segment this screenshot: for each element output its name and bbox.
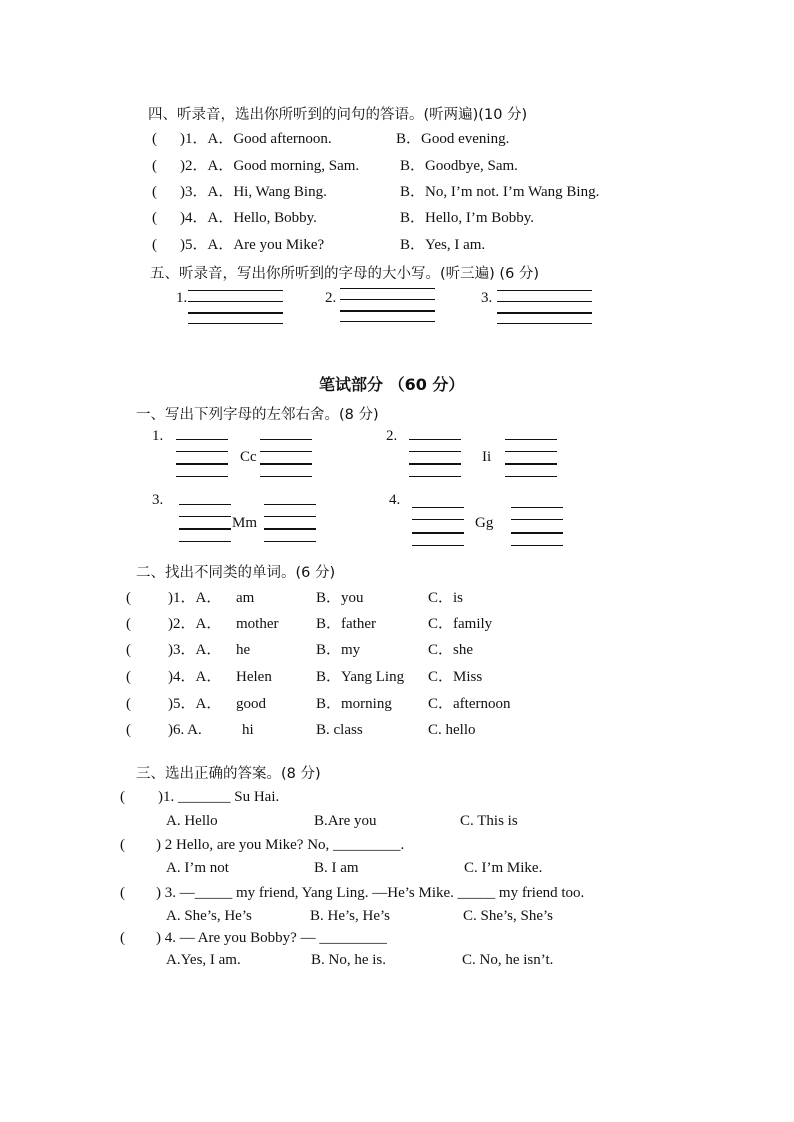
option-c: C. hello <box>428 722 476 738</box>
option-b: B．Hello, I’m Bobby. <box>400 210 535 226</box>
writing-line <box>340 288 435 289</box>
answer-paren[interactable]: ( <box>152 158 157 174</box>
option-b: B．Good evening. <box>396 131 510 147</box>
writing-line <box>264 516 316 517</box>
writing-line <box>260 439 312 440</box>
writing-line <box>511 532 563 534</box>
list-item <box>126 694 546 714</box>
item-number: 1. <box>176 290 188 306</box>
item-number: 1. <box>152 428 164 444</box>
written-section-2-title: 二、找出不同类的单词。(6 分) <box>136 565 336 581</box>
option-c: C. I’m Mike. <box>464 860 543 876</box>
letter-pair: Mm <box>232 515 258 531</box>
answer-paren[interactable]: ( <box>126 722 131 738</box>
writing-line <box>497 323 592 324</box>
item-number: )6. A. <box>168 722 202 738</box>
option-b: B．Goodbye, Sam. <box>400 158 518 174</box>
list-item <box>126 667 546 687</box>
item-number: 2. <box>386 428 398 444</box>
answer-paren[interactable]: ( <box>152 210 157 226</box>
writing-line <box>176 463 228 465</box>
section-4-title: 四、听录音，选出你所听到的问句的答语。(听两遍)(10 分) <box>148 107 528 123</box>
option-c: C．afternoon <box>428 696 511 712</box>
question-text: )1. _______ Su Hai. <box>158 789 280 805</box>
options-row <box>166 950 586 970</box>
option-a: )4．A．Hello, Bobby. <box>180 210 317 226</box>
answer-paren[interactable]: ( <box>120 837 125 853</box>
answer-paren[interactable]: ( <box>152 237 157 253</box>
option-b: B.Are you <box>314 813 377 829</box>
question-row <box>120 928 640 948</box>
list-item <box>152 182 672 202</box>
option-b: B．Yes, I am. <box>400 237 486 253</box>
item-number: 2. <box>325 290 337 306</box>
list-item <box>152 208 672 228</box>
option-c: C．is <box>428 590 464 606</box>
letter-pair: Cc <box>240 449 257 465</box>
option-a: )5．A．Are you Mike? <box>180 237 325 253</box>
writing-line <box>412 519 464 520</box>
written-part-title: 笔试部分 （60 分） <box>319 375 465 394</box>
option-b: B．morning <box>316 696 392 712</box>
writing-line <box>176 439 228 440</box>
question-text: ) 2 Hello, are you Mike? No, _________. <box>156 837 405 853</box>
option-a: Helen <box>236 669 272 685</box>
writing-line <box>505 451 557 452</box>
answer-paren[interactable]: ( <box>120 789 125 805</box>
option-a: mother <box>236 616 279 632</box>
option-c: C．she <box>428 642 474 658</box>
option-a: )1．A．Good afternoon. <box>180 131 332 147</box>
writing-line <box>412 545 464 546</box>
option-b: B. I am <box>314 860 359 876</box>
answer-paren[interactable]: ( <box>126 590 131 606</box>
writing-line <box>340 321 435 322</box>
item-number: )4．A． <box>168 669 222 685</box>
writing-line <box>188 323 283 324</box>
option-b: B. class <box>316 722 363 738</box>
list-item <box>152 156 672 176</box>
writing-line <box>340 299 435 300</box>
writing-line <box>188 312 283 314</box>
answer-paren[interactable]: ( <box>120 930 125 946</box>
writing-line <box>505 463 557 465</box>
answer-paren[interactable]: ( <box>152 131 157 147</box>
writing-line <box>511 507 563 508</box>
writing-line <box>340 310 435 312</box>
option-a: A.Yes, I am. <box>166 952 241 968</box>
writing-line <box>264 528 316 530</box>
question-row <box>120 835 640 855</box>
letter-pair: Gg <box>475 515 494 531</box>
writing-line <box>176 451 228 452</box>
list-item <box>126 614 546 634</box>
item-number: 4. <box>389 492 401 508</box>
list-item <box>126 588 546 608</box>
option-b: B. No, he is. <box>311 952 386 968</box>
question-row <box>120 787 640 807</box>
option-b: B．No, I’m not. I’m Wang Bing. <box>400 184 600 200</box>
question-text: ) 3. —_____ my friend, Yang Ling. —He’s Mike. _____ my friend too. <box>156 885 585 901</box>
writing-line <box>260 463 312 465</box>
item-number: )3．A． <box>168 642 222 658</box>
item-number: 3. <box>481 290 493 306</box>
option-c: C. She’s, She’s <box>463 908 554 924</box>
writing-line <box>505 476 557 477</box>
section-5-title: 五、听录音，写出你所听到的字母的大小写。(听三遍) (6 分) <box>150 266 540 282</box>
writing-line <box>412 532 464 534</box>
option-b: B．Yang Ling <box>316 669 405 685</box>
list-item <box>152 235 672 255</box>
option-a: A. She’s, He’s <box>166 908 252 924</box>
answer-paren[interactable]: ( <box>152 184 157 200</box>
writing-line <box>260 476 312 477</box>
item-number: 3. <box>152 492 164 508</box>
option-c: C．family <box>428 616 493 632</box>
writing-line <box>264 541 316 542</box>
item-number: )1．A． <box>168 590 222 606</box>
item-number: )2．A． <box>168 616 222 632</box>
writing-line <box>179 504 231 505</box>
option-b: B. He’s, He’s <box>310 908 390 924</box>
answer-paren[interactable]: ( <box>126 642 131 658</box>
question-text: ) 4. — Are you Bobby? — _________ <box>156 930 387 946</box>
writing-line <box>179 528 231 530</box>
writing-line <box>179 541 231 542</box>
option-b: B．you <box>316 590 364 606</box>
writing-line <box>412 507 464 508</box>
option-a: A. I’m not <box>166 860 229 876</box>
option-a: good <box>236 696 266 712</box>
option-a: he <box>236 642 251 658</box>
writing-line <box>409 476 461 477</box>
option-c: C．Miss <box>428 669 483 685</box>
list-item <box>126 720 546 740</box>
writing-line <box>179 516 231 517</box>
option-b: B．father <box>316 616 376 632</box>
writing-line <box>505 439 557 440</box>
option-a: )3．A．Hi, Wang Bing. <box>180 184 327 200</box>
item-number: )5．A． <box>168 696 222 712</box>
option-a: A. Hello <box>166 813 218 829</box>
option-b: B．my <box>316 642 361 658</box>
option-a: )2．A．Good morning, Sam. <box>180 158 360 174</box>
writing-line <box>176 476 228 477</box>
writing-line <box>409 451 461 452</box>
writing-line <box>511 519 563 520</box>
option-c: C. No, he isn’t. <box>462 952 554 968</box>
options-row <box>166 811 586 831</box>
option-a: am <box>236 590 255 606</box>
written-section-1-title: 一、写出下列字母的左邻右舍。(8 分) <box>136 407 379 423</box>
answer-paren[interactable]: ( <box>126 669 131 685</box>
writing-line <box>497 290 592 291</box>
writing-line <box>264 504 316 505</box>
answer-paren[interactable]: ( <box>120 885 125 901</box>
writing-line <box>188 290 283 291</box>
writing-line <box>497 301 592 302</box>
written-section-3-title: 三、选出正确的答案。(8 分) <box>136 766 321 782</box>
question-row <box>120 883 640 903</box>
writing-line <box>409 439 461 440</box>
answer-paren[interactable]: ( <box>126 696 131 712</box>
option-a: hi <box>242 722 254 738</box>
options-row <box>166 906 606 926</box>
list-item <box>126 640 546 660</box>
answer-paren[interactable]: ( <box>126 616 131 632</box>
writing-line <box>497 312 592 314</box>
option-c: C. This is <box>460 813 518 829</box>
writing-line <box>511 545 563 546</box>
writing-line <box>188 301 283 302</box>
letter-pair: Ii <box>482 449 492 465</box>
list-item <box>152 129 672 149</box>
writing-line <box>409 463 461 465</box>
options-row <box>166 858 586 878</box>
writing-line <box>260 451 312 452</box>
